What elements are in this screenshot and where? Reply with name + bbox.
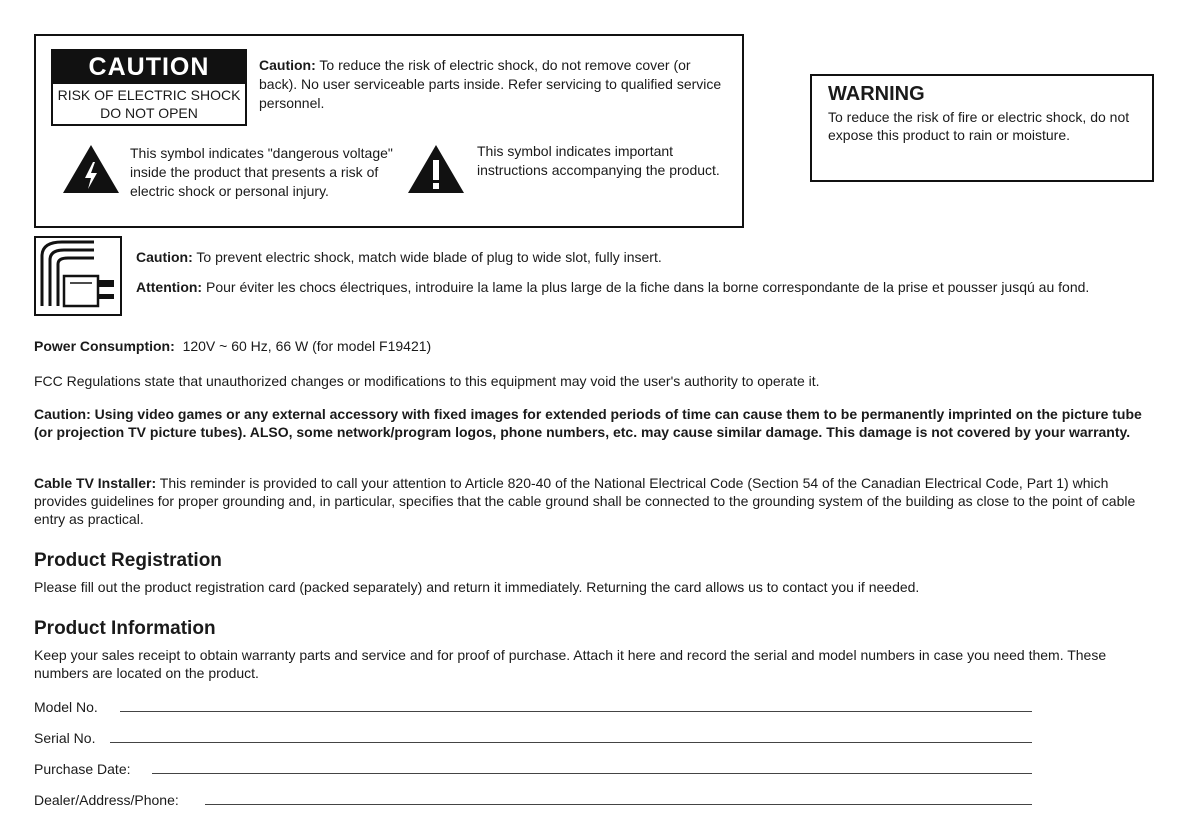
serial-no-label: Serial No. — [34, 730, 96, 746]
cable-tv-installer — [34, 474, 1144, 528]
caution-description — [259, 56, 729, 113]
serial-no-line[interactable] — [110, 742, 1032, 743]
power-consumption-label: Power Consumption: — [34, 338, 175, 354]
product-registration-text: Please fill out the product registration card (packed separately) and return it immediately. Returning the card allows us to contact you if needed. — [34, 579, 920, 595]
plug-caution — [136, 248, 1136, 266]
fcc-regulations: FCC Regulations state that unauthorized changes or modifications to this equipment may void the user's authority to operate it. — [34, 373, 820, 389]
caution-label-title: CAUTION — [53, 51, 245, 84]
purchase-date-line[interactable] — [152, 773, 1032, 774]
dealer-address-phone-label: Dealer/Address/Phone: — [34, 792, 179, 808]
caution-text: To reduce the risk of electric shock, do not remove cover (or back). No user serviceable parts inside. Refer servicing to qualified service personnel. — [259, 57, 722, 111]
lightning-warning-icon — [62, 144, 120, 194]
cable-tv-installer-text: This reminder is provided to call your attention to Article 820-40 of the National Electrical Code (Section 54 of the Canadian Electrical Code, Part 1) which provides guidelines for proper grounding and, in particular, specifies that the cable ground shall be connected to the grounding system of the building as close to the point of cable entry as practical. — [34, 475, 1136, 527]
product-registration-heading: Product Registration — [34, 550, 222, 571]
plug-attention-heading: Attention: — [136, 279, 203, 295]
plug-attention — [136, 278, 1136, 296]
caution-label — [51, 49, 247, 126]
video-games-caution: Caution: Using video games or any external accessory with fixed images for extended periods of time can cause them to be permanently imprinted on the picture tube (or projection TV picture tubes). ALSO, some network/program logos, phone numbers, etc. may cause similar damage. This damage is not covered by your warranty. — [34, 406, 1142, 440]
lightning-symbol-text: This symbol indicates "dangerous voltage" inside the product that presents a risk of electric shock or personal injury. — [130, 145, 393, 199]
dealer-address-phone-line[interactable] — [205, 804, 1032, 805]
warning-text: To reduce the risk of fire or electric shock, do not expose this product to rain or moisture. — [828, 109, 1130, 143]
caution-heading: Caution: — [259, 57, 316, 73]
plug-caution-text: To prevent electric shock, match wide blade of plug to wide slot, fully insert. — [196, 249, 662, 265]
warning-title: WARNING — [828, 83, 925, 105]
power-consumption — [34, 337, 1134, 355]
exclamation-warning-icon — [407, 144, 465, 194]
power-consumption-value: 120V ~ 60 Hz, 66 W (for model F19421) — [182, 338, 432, 354]
exclamation-symbol-text: This symbol indicates important instructions accompanying the product. — [477, 143, 720, 178]
product-information-heading: Product Information — [34, 618, 216, 639]
polarized-plug-icon — [34, 236, 122, 316]
model-no-line[interactable] — [120, 711, 1032, 712]
warning-box — [810, 74, 1154, 182]
product-information-text: Keep your sales receipt to obtain warranty parts and service and for proof of purchase. Attach it here and record the serial and model numbers in case you need them. These numbers are located on the product. — [34, 647, 1107, 681]
caution-label-line2: DO NOT OPEN — [100, 105, 198, 121]
caution-label-line1: RISK OF ELECTRIC SHOCK — [57, 87, 241, 103]
model-no-label: Model No. — [34, 699, 98, 715]
plug-caution-heading: Caution: — [136, 249, 193, 265]
cable-tv-installer-label: Cable TV Installer: — [34, 475, 157, 491]
plug-attention-text: Pour éviter les chocs électriques, introduire la lame la plus large de la fiche dans la borne correspondante de la prise et pousser jusqú au fond. — [205, 279, 1090, 295]
purchase-date-label: Purchase Date: — [34, 761, 131, 777]
